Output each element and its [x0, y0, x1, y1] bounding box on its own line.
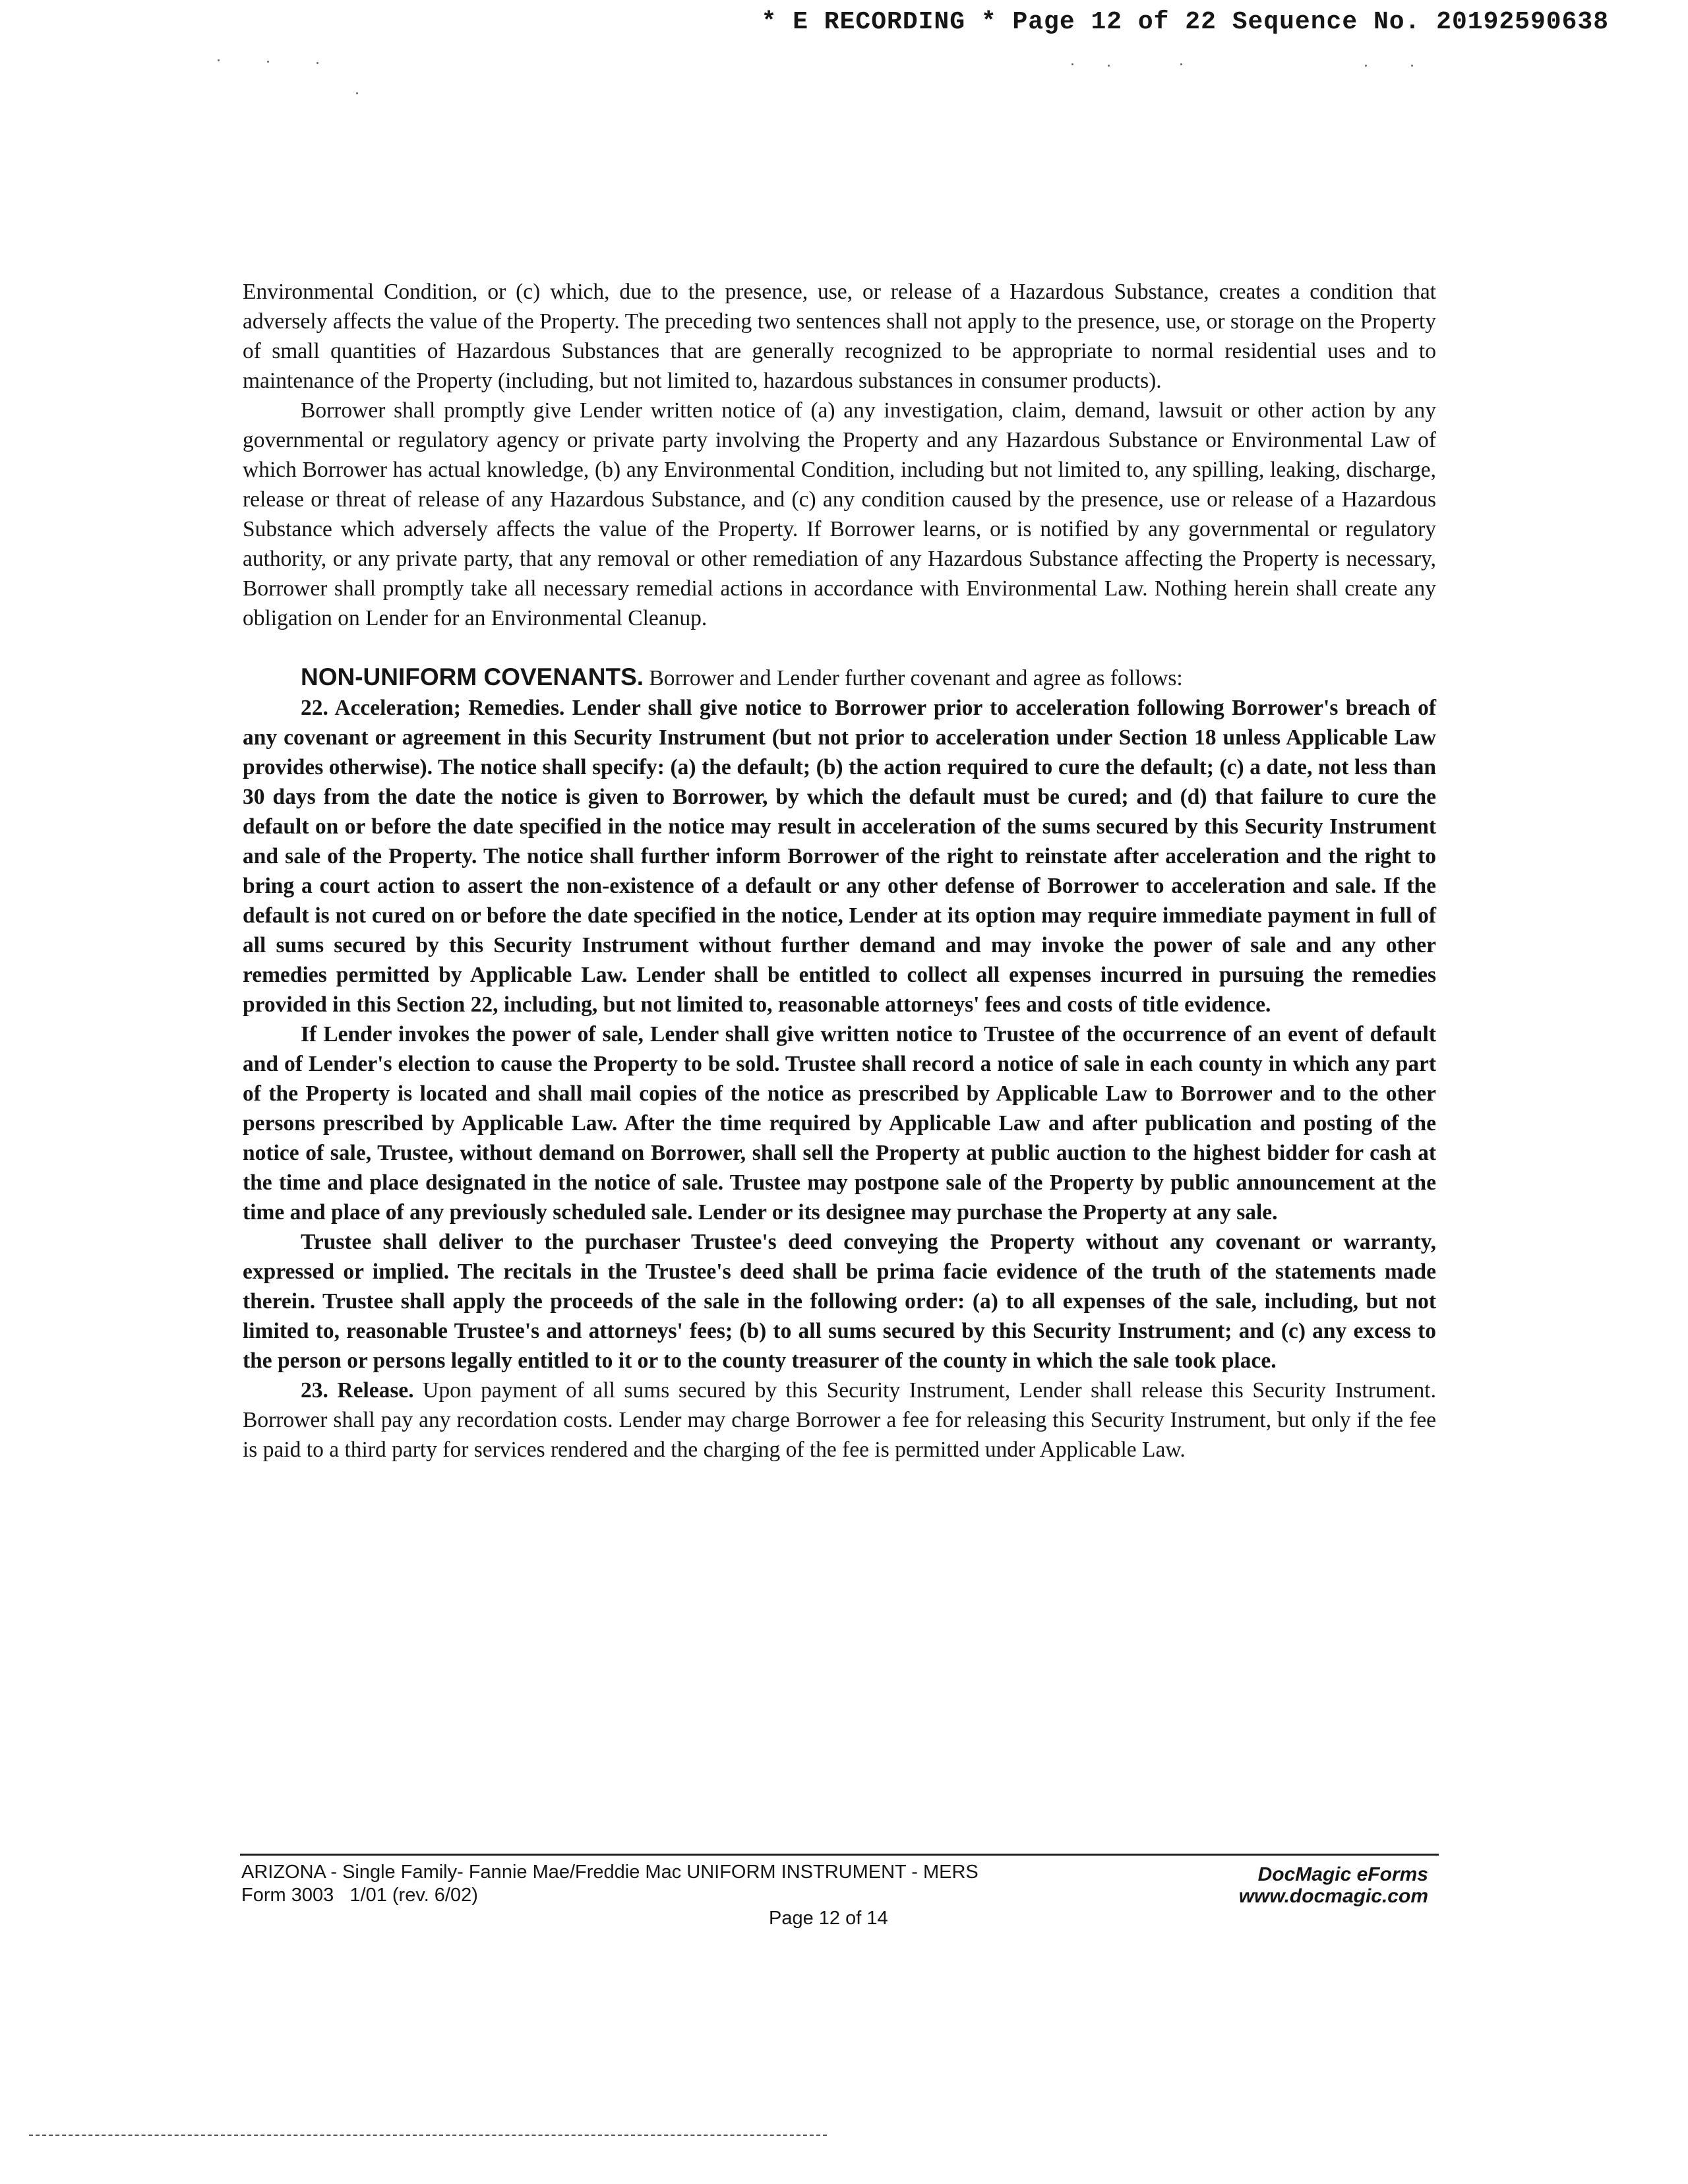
section-23-release	[243, 1376, 1436, 1465]
non-uniform-covenants-intro	[243, 662, 1436, 693]
scan-edge-line	[29, 2135, 827, 2136]
scan-speck	[1071, 63, 1073, 65]
form-number: Form 3003 1/01 (rev. 6/02)	[241, 1885, 478, 1906]
docmagic-logo: DocMagic eForms	[1257, 1864, 1428, 1885]
footer-divider	[240, 1854, 1439, 1856]
scan-speck	[316, 62, 318, 64]
section-23-text: Upon payment of all sums secured by this Security Instrument, Lender shall release this Security Instrument. Borrower shall pay any recordation costs. Lender may charge Borrower a fee for releasing this Security Instrument, but only if the fee is paid to a third party for services rendered and the charging of the fee is permitted under Applicable Law.	[243, 1378, 1436, 1462]
scan-speck	[1180, 63, 1182, 65]
scan-speck	[1411, 65, 1413, 67]
form-identifier	[241, 1861, 979, 1907]
non-uniform-covenants-text: Borrower and Lender further covenant and agree as follows:	[644, 666, 1183, 690]
docmagic-brand	[1239, 1864, 1428, 1907]
scan-speck	[1365, 65, 1367, 67]
docmagic-website: www.docmagic.com	[1238, 1885, 1428, 1907]
section-23-label: 23. Release.	[301, 1378, 414, 1403]
recording-stamp: * E RECORDING * Page 12 of 22 Sequence No. 20192590638	[761, 8, 1609, 36]
page-number: Page 12 of 14	[769, 1908, 888, 1929]
form-title: ARIZONA - Single Family- Fannie Mae/Freddie Mac UNIFORM INSTRUMENT - MERS	[241, 1862, 979, 1883]
non-uniform-covenants-heading: NON-UNIFORM COVENANTS.	[301, 663, 644, 690]
section-22-acceleration-remedies: 22. Acceleration; Remedies. Lender shall give notice to Borrower prior to acceleration following Borrower's breach of any covenant or agreement in this Security Instrument (but not prior to acceleration under Section 18 unless Applicable Law provides otherwise). The notice shall specify: (a) the default; (b) the action required to cure the default; (c) a date, not less than 30 days from the date the notice is given to Borrower, by which the default must be cured; and (d) that failure to cure the default on or before the date specified in the notice may result in acceleration of the sums secured by this Security Instrument and sale of the Property. The notice shall further inform Borrower of the right to reinstate after acceleration and the right to bring a court action to assert the non-existence of a default or any other defense of Borrower to acceleration and sale. If the default is not cured on or before the date specified in the notice, Lender at its option may require immediate payment in full of all sums secured by this Security Instrument without further demand and may invoke the power of sale and any other remedies permitted by Applicable Law. Lender shall be entitled to collect all expenses incurred in pursuing the remedies provided in this Section 22, including, but not limited to, reasonable attorneys' fees and costs of title evidence.	[243, 696, 1436, 1017]
scan-speck	[218, 59, 220, 61]
scan-speck	[1108, 65, 1110, 67]
scan-speck	[356, 92, 358, 94]
paragraph-borrower-notice: Borrower shall promptly give Lender written notice of (a) any investigation, claim, demand, lawsuit or other action by any governmental or regulatory agency or private party involving the Property and any Hazardous Substance or Environmental Law of which Borrower has actual knowledge, (b) any Environmental Condition, including but not limited to, any spilling, leaking, discharge, release or threat of release of any Hazardous Substance, and (c) any condition caused by the presence, use or release of a Hazardous Substance which adversely affects the value of the Property. If Borrower learns, or is notified by any governmental or regulatory authority, or any private party, that any removal or other remediation of any Hazardous Substance affecting the Property is necessary, Borrower shall promptly take all necessary remedial actions in accordance with Environmental Law. Nothing herein shall create any obligation on Lender for an Environmental Cleanup.	[243, 398, 1436, 630]
paragraph-environmental-condition: Environmental Condition, or (c) which, due to the presence, use, or release of a Hazardous Substance, creates a condition that adversely affects the value of the Property. The preceding two sentences shall not apply to the presence, use, or storage on the Property of small quantities of Hazardous Substances that are generally recognized to be appropriate to normal residential uses and to maintenance of the Property (including, but not limited to, hazardous substances in consumer products).	[243, 280, 1436, 393]
document-body	[243, 277, 1436, 1465]
section-22-trustee-deed: Trustee shall deliver to the purchaser Trustee's deed conveying the Property without any covenant or warranty, expressed or implied. The recitals in the Trustee's deed shall be prima facie evidence of the truth of the statements made therein. Trustee shall apply the proceeds of the sale in the following order: (a) to all expenses of the sale, including, but not limited to, reasonable Trustee's and attorneys' fees; (b) to all sums secured by this Security Instrument; and (c) any excess to the person or persons legally entitled to it or to the county treasurer of the county in which the sale took place.	[243, 1230, 1436, 1373]
scan-speck	[267, 61, 269, 63]
section-22-power-of-sale: If Lender invokes the power of sale, Lender shall give written notice to Trustee of the occurrence of an event of default and of Lender's election to cause the Property to be sold. Trustee shall record a notice of sale in each county in which any part of the Property is located and shall mail copies of the notice as prescribed by Applicable Law to Borrower and to the other persons prescribed by Applicable Law. After the time required by Applicable Law and after publication and posting of the notice of sale, Trustee, without demand on Borrower, shall sell the Property at public auction to the highest bidder for cash at the time and place designated in the notice of sale. Trustee may postpone sale of the Property by public announcement at the time and place of any previously scheduled sale. Lender or its designee may purchase the Property at any sale.	[243, 1022, 1436, 1225]
